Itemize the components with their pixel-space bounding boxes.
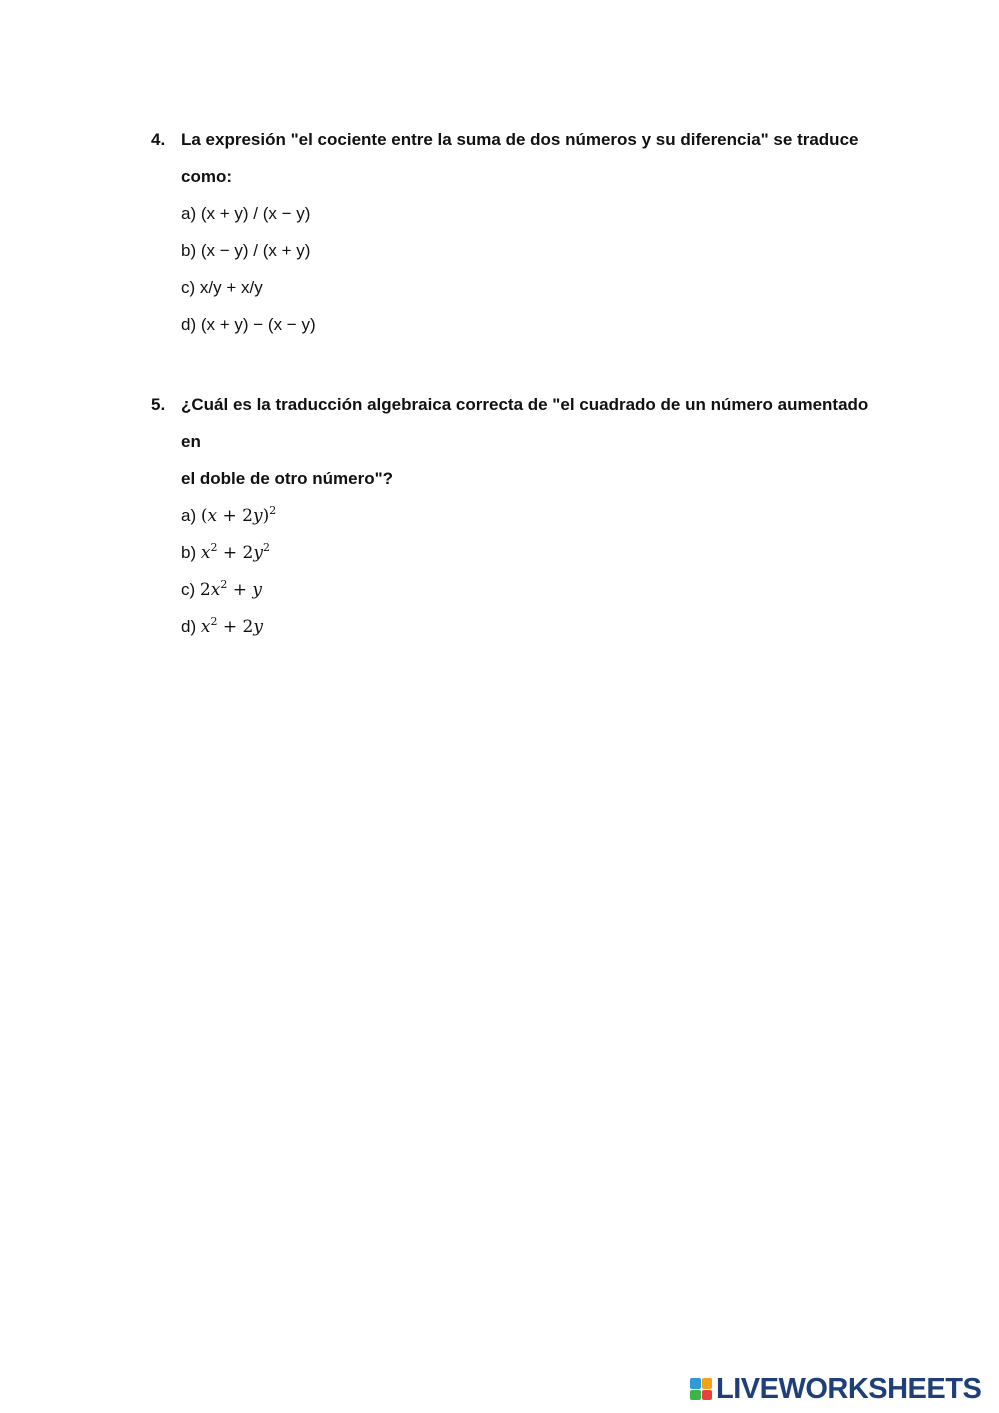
question-5-stem <box>151 386 891 497</box>
question-4-text-line2: como: <box>181 167 232 186</box>
question-5-number: 5. <box>151 395 166 414</box>
question-4-option-b[interactable]: b) (x − y) / (x + y) <box>181 241 311 260</box>
question-4-option-a[interactable]: a) (x + y) / (x − y) <box>181 204 311 223</box>
logo-tile-blue <box>690 1378 701 1389</box>
question-4-option-d[interactable]: d) (x + y) − (x − y) <box>181 315 316 334</box>
option-d-formula: $x^2 + 2y$ <box>200 615 263 637</box>
question-5-option-d[interactable] <box>181 608 891 645</box>
liveworksheets-wordmark: LIVEWORKSHEETS <box>716 1373 982 1405</box>
question-5-option-a[interactable] <box>181 497 891 534</box>
option-c-formula: $2x^2 + y$ <box>199 578 262 600</box>
option-b-formula: $x^2 + 2y^2$ <box>200 541 270 563</box>
logo-tile-green <box>690 1390 701 1401</box>
option-b-prefix: b) <box>181 543 197 562</box>
option-a-prefix: a) <box>181 506 197 525</box>
liveworksheets-logo <box>690 1374 981 1404</box>
question-5-text-line2: el doble de otro número"? <box>181 469 394 488</box>
logo-tile-red <box>702 1390 713 1401</box>
question-5-options <box>181 497 891 645</box>
question-4-options <box>181 195 891 343</box>
option-c-prefix: c) <box>181 580 196 599</box>
option-d-prefix: d) <box>181 617 197 636</box>
question-4 <box>151 121 891 343</box>
question-5-option-b[interactable] <box>181 534 891 571</box>
question-5-text-line1: ¿Cuál es la traducción algebraica correcta de "el cuadrado de un número aumentado en <box>181 395 869 451</box>
question-5-option-c[interactable] <box>181 571 891 608</box>
question-4-text-line1: La expresión "el cociente entre la suma de dos números y su diferencia" se traduce <box>181 130 859 149</box>
logo-tile-orange <box>702 1378 713 1389</box>
question-4-number: 4. <box>151 130 166 149</box>
option-a-formula: $(x + 2y)^2$ <box>200 504 277 526</box>
liveworksheets-logo-icon <box>690 1378 712 1400</box>
question-4-stem <box>151 121 891 195</box>
question-5 <box>151 386 891 645</box>
question-4-option-c[interactable]: c) x/y + x/y <box>181 278 263 297</box>
